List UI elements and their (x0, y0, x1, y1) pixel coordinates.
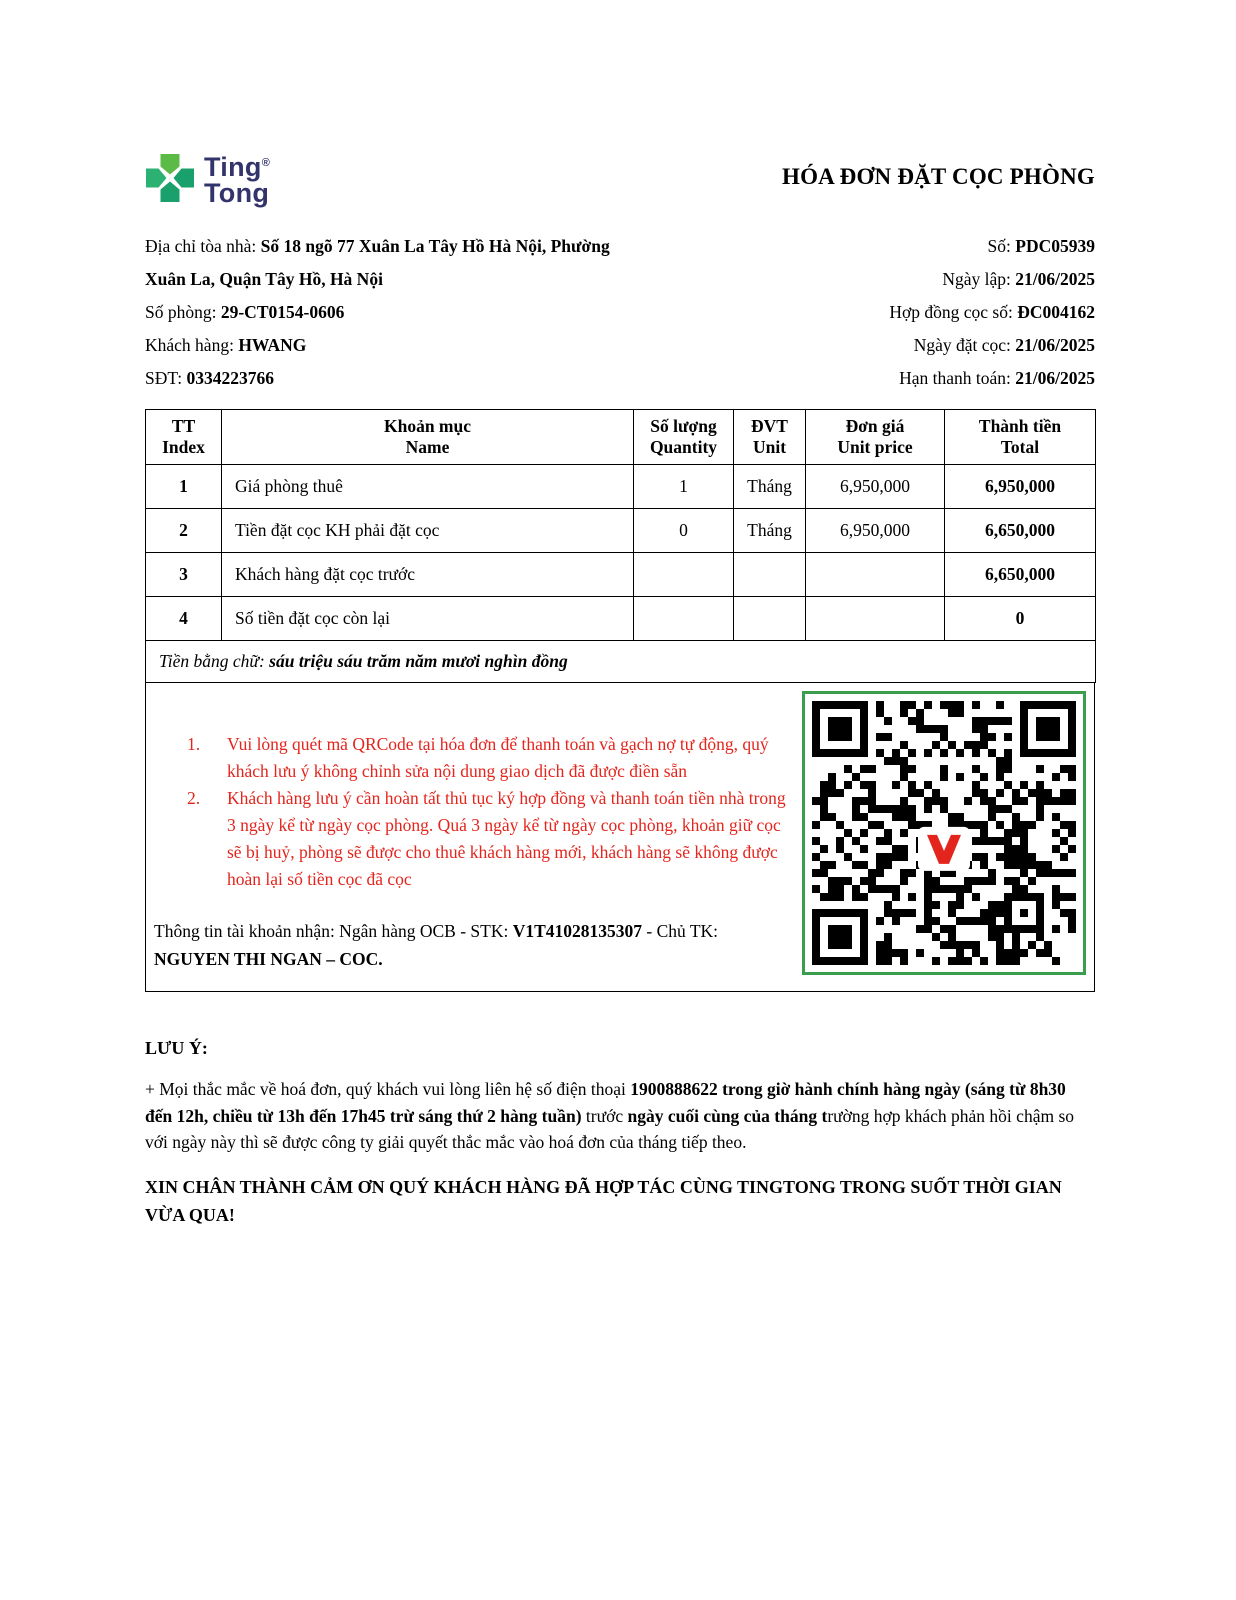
deposit-date-value: 21/06/2025 (1015, 335, 1095, 355)
col-header-total: Thành tiền Total (945, 410, 1096, 465)
customer-value: HWANG (238, 335, 307, 355)
list-item-2-text: Khách hàng lưu ý cần hoàn tất thủ tục ký hợp đồng và thanh toán tiền nhà trong 3 ngày kể từ ngày cọc phòng. Quá 3 ngày kể từ ngày cọc phòng, khoản giữ cọc sẽ bị huỷ, phòng sẽ được cho thuê khách hàng mới, khách hàng sẽ không được hoàn lại số tiền cọc đã cọc (227, 788, 786, 889)
payment-notes-box (145, 683, 1095, 992)
phone-line (145, 362, 734, 395)
col-header-quantity: Số lượng Quantity (634, 410, 734, 465)
contract-number-line (734, 296, 1095, 329)
registered-mark: ® (261, 157, 271, 169)
unit-cell (734, 597, 806, 641)
bank-account-prefix: Thông tin tài khoản nhận: Ngân hàng OCB - STK: (154, 921, 513, 941)
payment-due-line (734, 362, 1095, 395)
amount-in-words-label: Tiền bằng chữ: (159, 651, 270, 671)
building-info (145, 230, 734, 395)
item-name-cell: Giá phòng thuê (222, 465, 634, 509)
table-row (146, 597, 1096, 641)
table-row (146, 509, 1096, 553)
unit-price-cell (806, 553, 945, 597)
quantity-cell (634, 553, 734, 597)
deposit-date-label: Ngày đặt cọc: (913, 335, 1016, 355)
qr-code-area (802, 683, 1094, 991)
invoice-number-value: PDC05939 (1015, 236, 1095, 256)
row-index-cell: 2 (146, 509, 222, 553)
list-item-2-number: 2. (187, 788, 201, 808)
building-address-value-line1: Số 18 ngõ 77 Xuân La Tây Hồ Hà Nội, Phường (260, 236, 610, 256)
room-number-value: 29-CT0154-0606 (220, 302, 345, 322)
invoice-number-line (734, 230, 1095, 263)
qr-code (802, 691, 1086, 975)
list-item-1 (187, 731, 790, 785)
total-cell: 6,650,000 (945, 553, 1096, 597)
col-header-unit-price: Đơn giá Unit price (806, 410, 945, 465)
header (145, 150, 1095, 206)
invoice-number-label: Số: (987, 236, 1016, 256)
items-table (145, 409, 1096, 683)
phone-label: SĐT: (145, 368, 187, 388)
amount-in-words-row (146, 641, 1096, 683)
table-row (146, 465, 1096, 509)
brand-name (204, 150, 270, 206)
payment-due-value: 21/06/2025 (1015, 368, 1095, 388)
item-name-cell: Khách hàng đặt cọc trước (222, 553, 634, 597)
row-index-cell: 4 (146, 597, 222, 641)
notice-part1: + Mọi thắc mắc về hoá đơn, quý khách vui lòng liên hệ số điện thoại (145, 1079, 631, 1099)
issue-date-line (734, 263, 1095, 296)
unit-price-cell (806, 597, 945, 641)
bank-account-number: V1T41028135307 (512, 921, 643, 941)
unit-cell: Tháng (734, 465, 806, 509)
building-address-label: Địa chỉ tòa nhà: (145, 236, 261, 256)
unit-cell: Tháng (734, 509, 806, 553)
invoice-content (145, 150, 1095, 1229)
phone-value: 0334223766 (186, 368, 274, 388)
customer-line (145, 329, 734, 362)
notice-part4: ngày cuối cùng của tháng t (627, 1105, 828, 1126)
quantity-cell: 0 (634, 509, 734, 553)
amount-in-words-cell (146, 641, 1096, 683)
item-name-cell: Số tiền đặt cọc còn lại (222, 597, 634, 641)
total-cell: 0 (945, 597, 1096, 641)
notice-part2: 1900888622 trong giờ hành chính hàng ngày (sáng từ 8h30 đến 12h, chiều từ 13h đến 17h45 trừ sáng thứ 2 hàng tuần) (145, 1079, 1066, 1126)
contract-number-value: ĐC004162 (1017, 302, 1095, 322)
bank-account-holder: NGUYEN THI NGAN – COC. (154, 949, 383, 969)
notice-part5: rường hợp khách phản hồi chậm so với ngày này thì sẽ được công ty giải quyết thắc mắc vào hoá đơn của tháng tiếp theo. (145, 1105, 1075, 1152)
item-name-cell: Tiền đặt cọc KH phải đặt cọc (222, 509, 634, 553)
unit-price-cell: 6,950,000 (806, 465, 945, 509)
row-index-cell: 1 (146, 465, 222, 509)
room-number-label: Số phòng: (145, 302, 221, 322)
quantity-cell: 1 (634, 465, 734, 509)
document-title: HÓA ĐƠN ĐẶT CỌC PHÒNG (781, 164, 1095, 189)
thanks-message: XIN CHÂN THÀNH CẢM ƠN QUÝ KHÁCH HÀNG ĐÃ HỢP TÁC CÙNG TINGTONG TRONG SUỐT THỜI GIAN VỪA QUA! (145, 1176, 1062, 1225)
tingtong-cross-icon (145, 153, 195, 203)
bank-account-middle: - Chủ TK: (642, 921, 719, 941)
invoice-meta (734, 230, 1095, 395)
col-header-index: TT Index (146, 410, 222, 465)
col-header-unit: ĐVT Unit (734, 410, 806, 465)
issue-date-label: Ngày lập: (942, 269, 1016, 289)
brand-name-line2: Tong (204, 178, 270, 208)
table-row (146, 553, 1096, 597)
issue-date-value: 21/06/2025 (1015, 269, 1095, 289)
unit-cell (734, 553, 806, 597)
room-number-line (145, 296, 734, 329)
footer-notice-heading: LƯU Ý: (145, 1038, 208, 1058)
payment-due-label: Hạn thanh toán: (899, 368, 1016, 388)
payment-notes-text (146, 683, 802, 991)
list-item-1-text: Vui lòng quét mã QRCode tại hóa đơn để thanh toán và gạch nợ tự động, quý khách lưu ý không chỉnh sửa nội dung giao dịch đã được điền sẵn (227, 734, 769, 781)
building-address-value-line2: Xuân La, Quận Tây Hồ, Hà Nội (145, 269, 383, 289)
deposit-date-line (734, 329, 1095, 362)
row-index-cell: 3 (146, 553, 222, 597)
building-address-line2 (145, 263, 734, 296)
brand-name-line1: Ting (204, 152, 262, 182)
list-item-2 (187, 785, 790, 893)
notice-part3: trước (581, 1105, 628, 1126)
building-address-line (145, 230, 734, 263)
quantity-cell (634, 597, 734, 641)
brand-logo (145, 150, 270, 206)
col-header-name: Khoản mục Name (222, 410, 634, 465)
total-cell: 6,650,000 (945, 509, 1096, 553)
payment-instructions-list (153, 731, 790, 893)
total-cell: 6,950,000 (945, 465, 1096, 509)
list-item-1-number: 1. (187, 734, 201, 754)
bank-account-info (153, 917, 790, 973)
info-section (145, 230, 1095, 395)
footer-notice-paragraph (145, 1076, 1095, 1156)
amount-in-words-value: sáu triệu sáu trăm năm mươi nghìn đồng (269, 651, 568, 671)
contract-number-label: Hợp đồng cọc số: (889, 302, 1018, 322)
unit-price-cell: 6,950,000 (806, 509, 945, 553)
table-header-row (146, 410, 1096, 465)
customer-label: Khách hàng: (145, 335, 239, 355)
